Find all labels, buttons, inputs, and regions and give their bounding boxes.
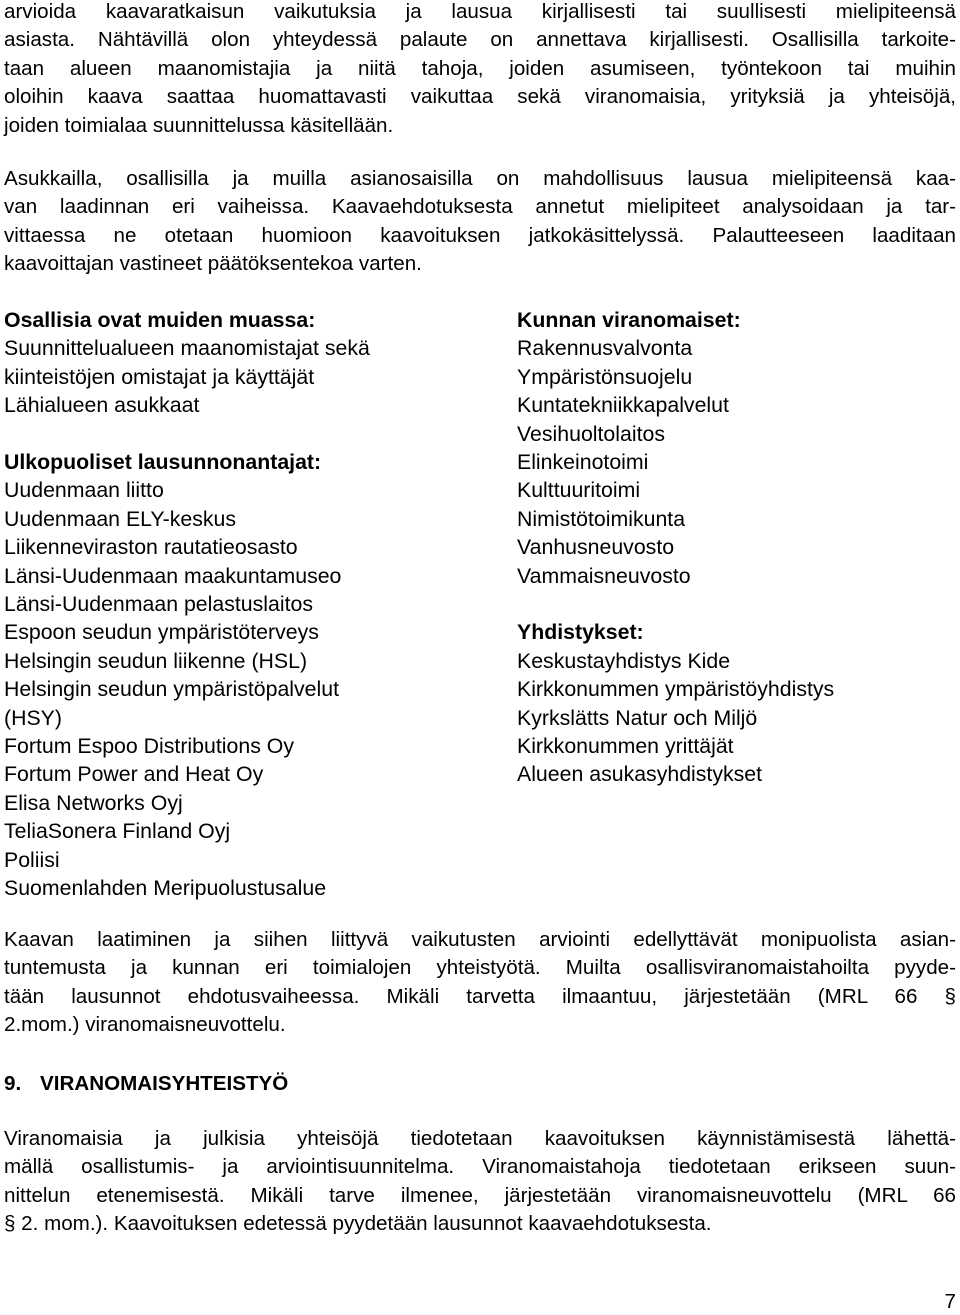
text-line: vittaessa ne otetaan huomioon kaavoituksen jatkokäsittelyssä. Palautteeseen laaditaan (4, 223, 956, 247)
stakeholders-left-column (4, 306, 484, 903)
text-line: asiasta. Nähtävillä olon yhteydessä palaute on annettava kirjallisesti. Osallisilla tarkoite- (4, 28, 956, 52)
list-item: Kulttuuritoimi (517, 478, 641, 503)
text-line: 2.mom.) viranomaisneuvottelu. (4, 1013, 286, 1037)
list-item: Suunnittelualueen maanomistajat sekä (4, 336, 370, 361)
text-line: oloihin kaava saattaa huomattavasti vaikuttaa sekä viranomaisia, yrityksiä ja yhteisöjä, (4, 85, 956, 109)
list-item: Helsingin seudun liikenne (HSL) (4, 648, 308, 673)
list-item: Länsi-Uudenmaan maakuntamuseo (4, 563, 342, 588)
list-item: Suomenlahden Meripuolustusalue (4, 876, 327, 901)
section-number: 9. (4, 1072, 22, 1095)
list-item: Vammaisneuvosto (517, 563, 691, 588)
spacer (4, 420, 484, 448)
list-item: Rakennusvalvonta (517, 336, 693, 361)
associations-heading: Yhdistykset: (517, 620, 644, 645)
list-item: Poliisi (4, 847, 60, 872)
text-line: Viranomaisia ja julkisia yhteisöjä tiedotetaan kaavoituksen käynnistämisestä lähettä- (4, 1127, 956, 1150)
list-item: Elinkeinotoimi (517, 450, 649, 475)
text-line: arvioida kaavaratkaisun vaikutuksia ja lausua kirjallisesti tai suullisesti mielipiteensä (4, 0, 956, 23)
list-item: Uudenmaan ELY-keskus (4, 506, 237, 531)
list-item: Kuntatekniikkapalvelut (517, 393, 729, 418)
text-line: mällä osallistumis- ja arviointisuunnitelma. Viranomaistahoja tiedotetaan erikseen suun- (4, 1155, 956, 1179)
municipal-authorities-heading: Kunnan viranomaiset: (517, 308, 741, 332)
list-item: Vanhusneuvosto (517, 535, 675, 560)
text-line: § 2. mom.). Kaavoituksen edetessä pyydetään lausunnot kaavaehdotuksesta. (4, 1212, 712, 1236)
list-item: Länsi-Uudenmaan pelastuslaitos (4, 592, 313, 617)
stakeholders-right-column (517, 306, 957, 789)
paragraph-opinions (4, 165, 956, 279)
text-line: nittelun etenemisestä. Mikäli tarve ilmenee, järjestetään viranomaisneuvottelu (MRL 66 (4, 1183, 956, 1207)
list-item: Nimistötoimikunta (517, 506, 686, 531)
paragraph-participation (4, 0, 956, 140)
list-item: Keskustayhdistys Kide (517, 648, 731, 673)
paragraph-expertise (4, 926, 956, 1040)
text-line: joiden toimialaa suunnittelussa käsitellään. (4, 113, 394, 137)
list-item: Helsingin seudun ympäristöpalvelut (4, 677, 340, 702)
list-item: Ympäristönsuojelu (517, 364, 693, 389)
list-item: Uudenmaan liitto (4, 478, 164, 503)
list-item: Vesihuoltolaitos (517, 421, 665, 446)
text-line: Kaavan laatiminen ja siihen liittyvä vaikutusten arviointi edellyttävät monipuolista asian- (4, 928, 956, 951)
section-heading (4, 1070, 288, 1098)
list-item: Fortum Power and Heat Oy (4, 762, 264, 787)
text-line: kaavoittajan vastineet päätöksentekoa varten. (4, 252, 422, 276)
text-line: tuntemusta ja kunnan eri toimialojen yhteistyötä. Muilta osallisviranomaistahoilta pyyde- (4, 956, 956, 980)
list-item: (HSY) (4, 705, 62, 730)
text-line: van laadinnan eri vaiheissa. Kaavaehdotuksesta annetut mielipiteet analysoidaan ja tar- (4, 195, 956, 219)
list-item: Liikenneviraston rautatieosasto (4, 535, 298, 560)
page-number: 7 (944, 1290, 956, 1313)
text-line: Asukkailla, osallisilla ja muilla asianosaisilla on mahdollisuus lausua mielipiteensä kaa- (4, 167, 956, 190)
list-item: kiinteistöjen omistajat ja käyttäjät (4, 364, 315, 389)
list-item: Elisa Networks Oyj (4, 790, 183, 815)
text-line: taan alueen maanomistajia ja niitä tahoja, joiden asumiseen, työntekoon tai muihin (4, 56, 956, 80)
spacer (517, 590, 957, 618)
list-item: TeliaSonera Finland Oyj (4, 819, 231, 844)
list-item: Kirkkonummen yrittäjät (517, 734, 734, 759)
list-item: Fortum Espoo Distributions Oy (4, 734, 294, 759)
list-item: Espoon seudun ympäristöterveys (4, 620, 319, 645)
external-reviewers-heading: Ulkopuoliset lausunnonantajat: (4, 450, 322, 475)
text-line: tään lausunnot ehdotusvaiheessa. Mikäli tarvetta ilmaantuu, järjestetään (MRL 66 § (4, 984, 956, 1008)
section-title: VIRANOMAISYHTEISTYÖ (40, 1072, 289, 1095)
paragraph-authority-cooperation (4, 1125, 956, 1239)
list-item: Kyrkslätts Natur och Miljö (517, 705, 758, 730)
list-item: Alueen asukasyhdistykset (517, 762, 763, 787)
list-item: Kirkkonummen ympäristöyhdistys (517, 677, 835, 702)
list-item: Lähialueen asukkaat (4, 393, 200, 418)
participants-heading: Osallisia ovat muiden muassa: (4, 308, 316, 332)
